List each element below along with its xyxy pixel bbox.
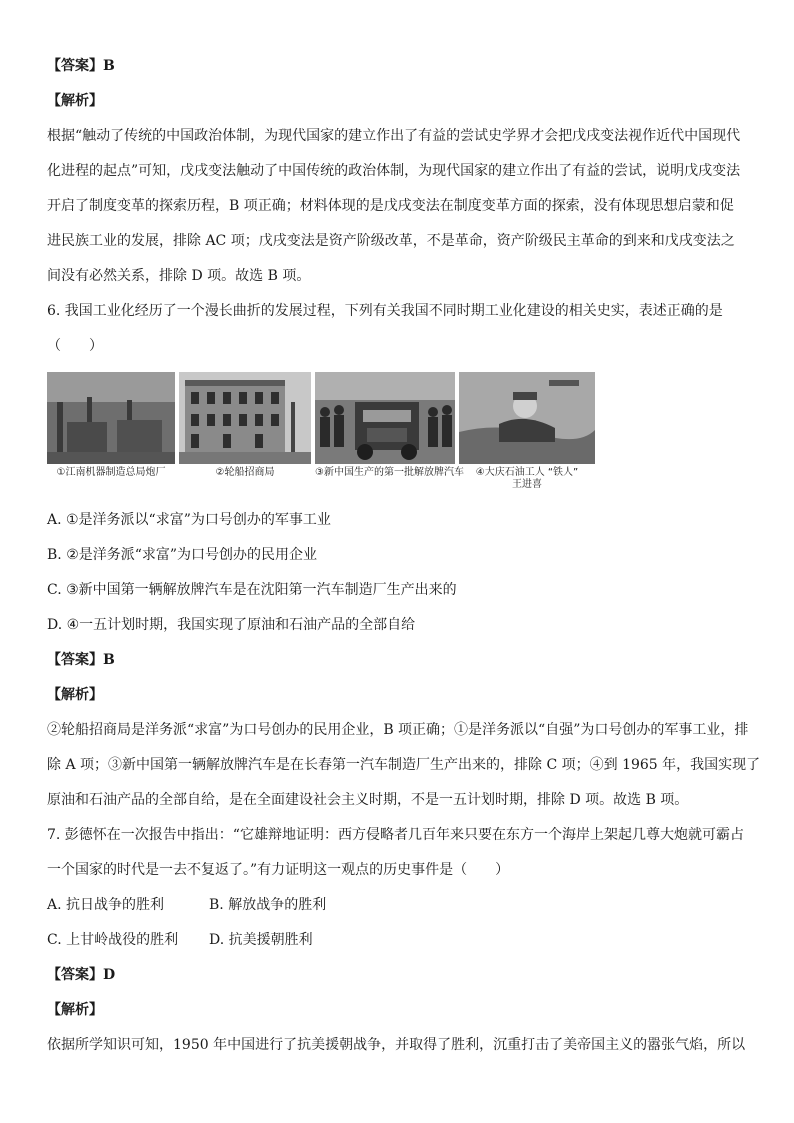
- q7-option-d: D. 抗美援朝胜利: [209, 932, 313, 948]
- q7-analysis-line-1: 依据所学知识可知，1950 年中国进行了抗美援朝战争，并取得了胜利，沉重打击了美帝国主义的嚣张气焰，所以: [47, 1037, 746, 1053]
- caption-4-line-2: 王进喜: [512, 479, 542, 490]
- q7-analysis-label: 【解析】: [47, 1002, 103, 1018]
- photo-jiefang-trucks: [315, 372, 455, 464]
- q6-option-d: D. ④一五计划时期，我国实现了原油和石油产品的全部自给: [47, 617, 416, 633]
- photo-iron-man-wang-jinxi: [459, 372, 595, 464]
- q6-photo-strip: [47, 372, 607, 492]
- q6-stem-line-2: （ ）: [47, 338, 103, 354]
- q7-stem-line-1: 7. 彭德怀在一次报告中指出：“它雄辩地证明：西方侵略者几百年来只要在东方一个海岸上架起几尊大炮就可霸占: [47, 827, 744, 843]
- q7-option-c: C. 上甘岭战役的胜利: [47, 932, 179, 948]
- q6-analysis-line-1: ②轮船招商局是洋务派“求富”为口号创办的民用企业，B 项正确；①是洋务派以“自强”为口号创办的军事工业，排: [47, 722, 749, 738]
- q5-analysis-line-2: 化进程的起点”可知，戊戌变法触动了中国传统的政治体制，为现代国家的建立作出了有益的尝试，说明戊戌变法: [47, 163, 741, 179]
- q6-analysis-label: 【解析】: [47, 687, 103, 703]
- caption-4: ④大庆石油工人 “铁人”: [475, 467, 579, 478]
- photo-jiangnan-arsenal: [47, 372, 175, 464]
- q7-option-a: A. 抗日战争的胜利: [47, 897, 165, 913]
- q5-analysis-line-4: 进民族工业的发展，排除 AC 项；戊戌变法是资产阶级改革，不是革命，资产阶级民主革命的到来和戊戌变法之: [47, 233, 735, 249]
- q7-answer-label: 【答案】D: [47, 967, 116, 983]
- caption-1: ①江南机器制造总局炮厂: [56, 467, 166, 478]
- q6-option-a: A. ①是洋务派以“求富”为口号创办的军事工业: [47, 512, 331, 528]
- caption-2: ②轮船招商局: [215, 467, 275, 478]
- q6-option-c: C. ③新中国第一辆解放牌汽车是在沈阳第一汽车制造厂生产出来的: [47, 582, 457, 598]
- q6-stem-line-1: 6. 我国工业化经历了一个漫长曲折的发展过程，下列有关我国不同时期工业化建设的相关史实，表述正确的是: [47, 303, 723, 319]
- q6-answer-label: 【答案】B: [47, 652, 115, 668]
- caption-3: ③新中国生产的第一批解放牌汽车: [315, 467, 464, 478]
- q5-analysis-label: 【解析】: [47, 93, 103, 109]
- q7-option-b: B. 解放战争的胜利: [209, 897, 327, 913]
- q6-analysis-line-3: 原油和石油产品的全部自给，是在全面建设社会主义时期，不是一五计划时期，排除 D 项。故选 B 项。: [47, 792, 689, 808]
- q6-analysis-line-2: 除 A 项；③新中国第一辆解放牌汽车是在长春第一汽车制造厂生产出来的，排除 C 项；④到 1965 年，我国实现了: [47, 757, 761, 773]
- q5-analysis-line-1: 根据“触动了传统的中国政治体制，为现代国家的建立作出了有益的尝试史学界才会把戊戌变法视作近代中国现代: [47, 128, 741, 144]
- photo-china-merchants-steam: [179, 372, 311, 464]
- q5-analysis-line-5: 间没有必然关系，排除 D 项。故选 B 项。: [47, 268, 311, 284]
- q7-stem-line-2: 一个国家的时代是一去不复返了。”有力证明这一观点的历史事件是（ ）: [47, 862, 510, 878]
- q5-analysis-line-3: 开启了制度变革的探索历程，B 项正确；材料体现的是戊戌变法在制度变革方面的探索，没有体现思想启蒙和促: [47, 198, 734, 214]
- q6-option-b: B. ②是洋务派“求富”为口号创办的民用企业: [47, 547, 318, 563]
- q5-answer-label: 【答案】B: [47, 58, 115, 74]
